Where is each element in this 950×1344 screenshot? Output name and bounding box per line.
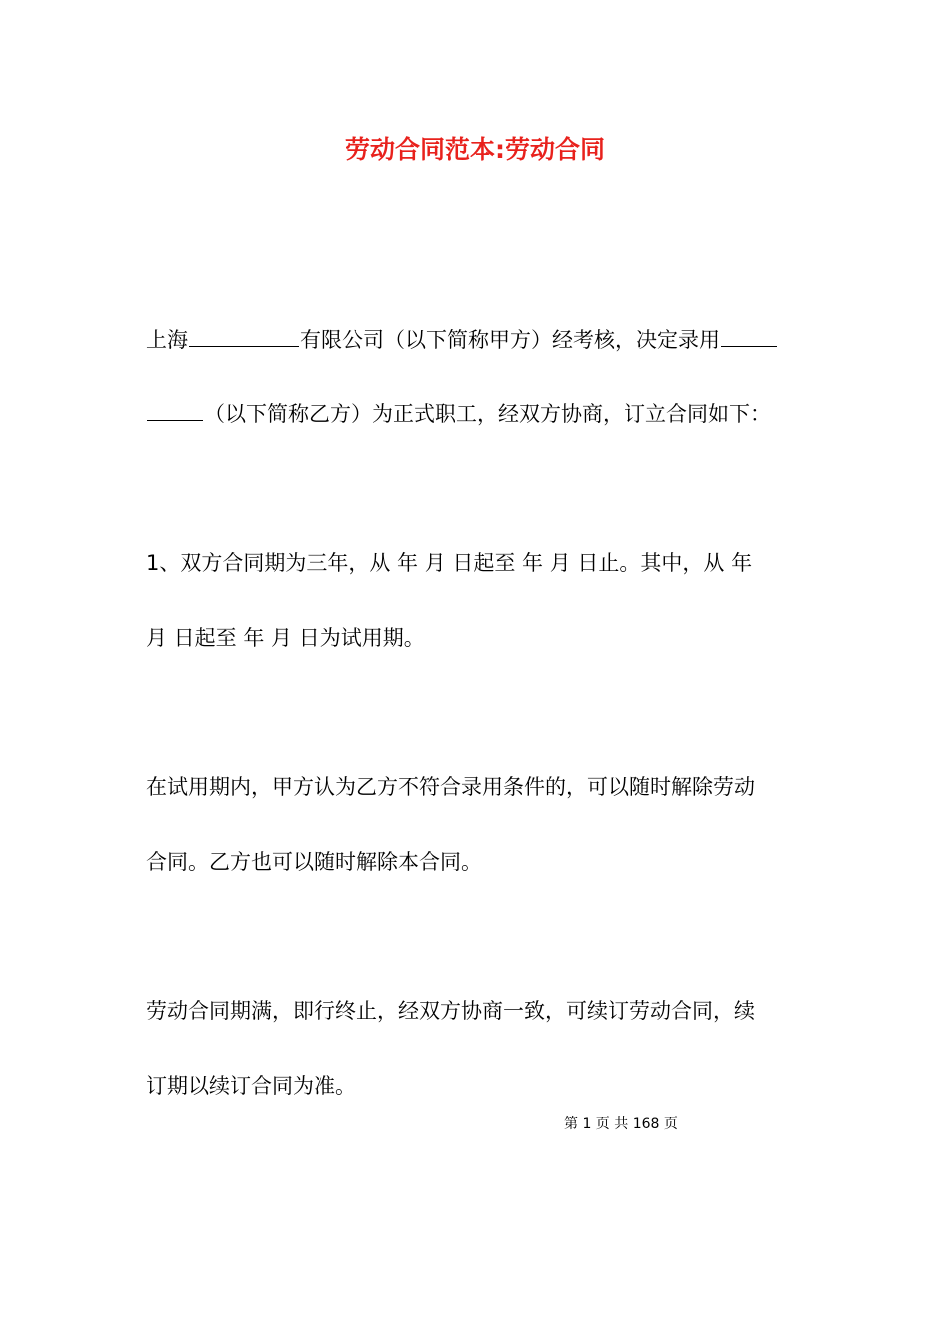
- employee-name-blank-2: [147, 399, 203, 421]
- para1-text-c: （以下简称乙方）为正式职工，经双方协商，订立合同如下：: [204, 402, 771, 426]
- para2-line2: 月 日起至 年 月 日为试用期。: [146, 626, 425, 650]
- para1-text-b: 有限公司（以下简称甲方）经考核，决定录用: [300, 328, 720, 352]
- para1-line2: [146, 399, 771, 429]
- para1-line1: [146, 325, 778, 355]
- para3-line1: 在试用期内，甲方认为乙方不符合录用条件的，可以随时解除劳动: [146, 775, 755, 799]
- company-name-blank: [189, 325, 299, 347]
- para3-line2: 合同。乙方也可以随时解除本合同。: [146, 850, 482, 874]
- para1-text-a: 上海: [146, 328, 188, 352]
- para2-line1: 1、双方合同期为三年，从 年 月 日起至 年 月 日止。其中，从 年: [146, 551, 753, 575]
- para4-line1: 劳动合同期满，即行终止，经双方协商一致，可续订劳动合同，续: [146, 999, 755, 1023]
- employee-name-blank-1: [721, 325, 777, 347]
- para4-line2: 订期以续订合同为准。: [146, 1074, 356, 1098]
- document-title: 劳动合同范本:劳动合同: [345, 135, 605, 164]
- page-footer: 第 1 页 共 168 页: [564, 1116, 678, 1132]
